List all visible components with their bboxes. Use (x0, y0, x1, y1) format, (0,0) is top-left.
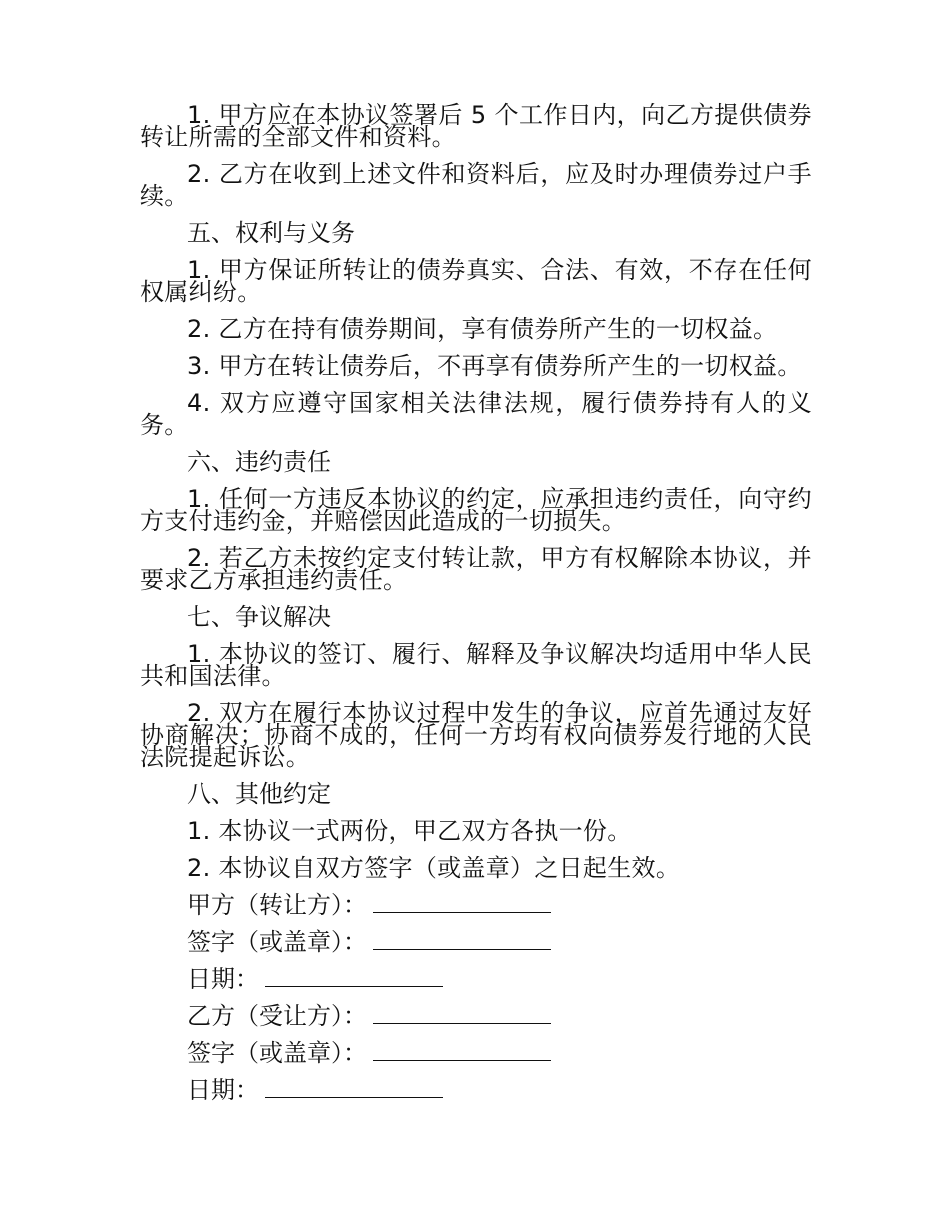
clause-paragraph: 2. 乙方在收到上述文件和资料后，应及时办理债券过户手续。 (140, 160, 812, 210)
signature-label: 签字（或盖章）： (187, 1039, 367, 1067)
signature-label: 甲方（转让方）： (187, 891, 367, 919)
signature-label: 乙方（受让方）： (187, 1002, 367, 1030)
clause-paragraph: 1. 任何一方违反本协议的约定，应承担违约责任，向守约方支付违约金，并赔偿因此造成的一切损失。 (140, 485, 812, 535)
signature-row (187, 1076, 812, 1104)
signature-row (187, 1039, 812, 1067)
signature-label: 日期： (187, 1076, 259, 1104)
clause-paragraph: 1. 甲方应在本协议签署后 5 个工作日内，向乙方提供债券转让所需的全部文件和资料。 (140, 101, 812, 151)
signature-blank-line (373, 894, 551, 913)
clause-paragraph: 2. 乙方在持有债券期间，享有债券所产生的一切权益。 (187, 315, 778, 343)
signature-row (187, 928, 812, 956)
signature-row (187, 891, 812, 919)
clause-paragraph: 2. 若乙方未按约定支付转让款，甲方有权解除本协议，并要求乙方承担违约责任。 (140, 544, 812, 594)
section-heading: 七、争议解决 (187, 603, 331, 631)
signature-label: 签字（或盖章）： (187, 928, 367, 956)
section-heading: 五、权利与义务 (187, 219, 355, 247)
clause-paragraph: 4. 双方应遵守国家相关法律法规，履行债券持有人的义务。 (140, 389, 812, 439)
section-heading: 六、违约责任 (187, 448, 331, 476)
document-body (140, 101, 812, 1116)
signature-blank-line (265, 968, 443, 987)
signature-blank-line (265, 1079, 443, 1098)
clause-paragraph: 1. 甲方保证所转让的债券真实、合法、有效，不存在任何权属纠纷。 (140, 256, 812, 306)
clause-paragraph: 3. 甲方在转让债券后，不再享有债券所产生的一切权益。 (187, 352, 802, 380)
signature-blank-line (373, 1042, 551, 1061)
clause-paragraph: 1. 本协议一式两份，甲乙双方各执一份。 (187, 817, 632, 845)
signature-blank-line (373, 1005, 551, 1024)
signature-label: 日期： (187, 965, 259, 993)
signature-row (187, 1002, 812, 1030)
clause-paragraph: 2. 双方在履行本协议过程中发生的争议，应首先通过友好协商解决；协商不成的，任何一方均有权向债券发行地的人民法院提起诉讼。 (140, 699, 812, 771)
section-heading: 八、其他约定 (187, 780, 331, 808)
signature-blank-line (373, 931, 551, 950)
signature-row (187, 965, 812, 993)
clause-paragraph: 1. 本协议的签订、履行、解释及争议解决均适用中华人民共和国法律。 (140, 640, 812, 690)
clause-paragraph: 2. 本协议自双方签字（或盖章）之日起生效。 (187, 854, 681, 882)
